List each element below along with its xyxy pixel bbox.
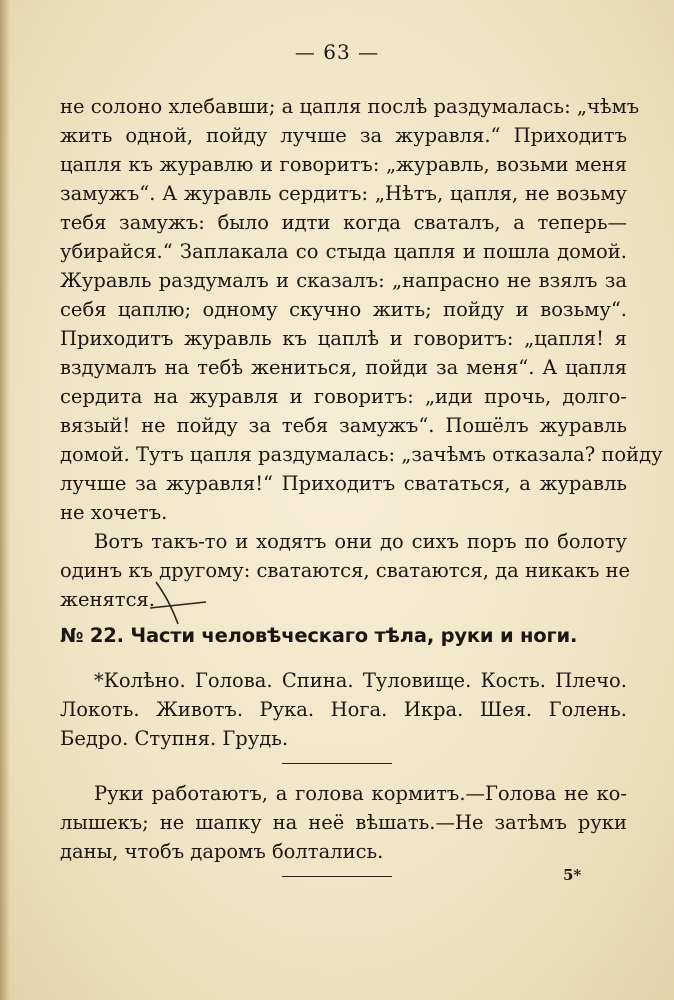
text-line: вязый! не пойду за тебя замужъ“. Пошёлъ журавль	[60, 414, 627, 437]
story-paragraph	[60, 92, 663, 527]
text-line: Вотъ такъ-то и ходятъ они до сихъ поръ по болоту	[94, 530, 627, 553]
text-line: не солоно хлебавши; а цапля послѣ раздумалась: „чѣмъ	[60, 95, 640, 118]
ending-paragraph	[60, 527, 631, 614]
divider-rule	[282, 876, 392, 877]
text-line: Приходитъ журавль къ цаплѣ и говоритъ: „цапля! я	[60, 327, 627, 350]
vocabulary-paragraph	[60, 666, 627, 753]
text-line: Руки работаютъ, а голова кормитъ.—Голова не ко-	[94, 782, 627, 805]
text-line: Локоть. Животъ. Рука. Нога. Икра. Шея. Голень.	[60, 698, 627, 721]
proverb-paragraph	[60, 779, 627, 866]
text-line: себя цаплю; одному скучно жить; пойду и возьму“.	[60, 298, 627, 321]
text-line: вздумалъ на тебѣ жениться, пойди за меня“. А цапля	[60, 356, 627, 379]
pencil-cross-mark	[148, 578, 208, 628]
text-line: *Колѣно. Голова. Спина. Туловище. Кость. Плечо.	[94, 669, 627, 692]
text-line: лышекъ; не шапку на неё вѣшать.—Не затѣмъ руки	[60, 811, 627, 834]
text-line: убирайся.“ Заплакала со стыда цапля и пошла домой.	[60, 240, 627, 263]
text-line: домой. Тутъ цапля раздумалась: „зачѣмъ отказала? пойду	[60, 443, 663, 466]
text-line: цапля къ журавлю и говоритъ: „журавль, возьми меня	[60, 153, 627, 176]
text-line: лучше за журавля!“ Приходитъ свататься, а журавль	[60, 472, 627, 495]
text-line: Журавль раздумалъ и сказалъ: „напрасно не взялъ за	[60, 269, 627, 292]
text-line: замужъ“. А журавль сердитъ: „Нѣтъ, цапля, не возьму	[60, 182, 627, 205]
text-line: даны, чтобъ даромъ болтались.	[60, 840, 384, 863]
section-heading: № 22. Части человѣческаго тѣла, руки и ноги.	[60, 624, 578, 647]
page-number: — 63 —	[294, 40, 380, 64]
text-line: жить одной, пойду лучше за журавля.“ Приходитъ	[60, 124, 627, 147]
text-line: одинъ къ другому: сватаются, сватаются, да никакъ не	[60, 559, 631, 582]
text-line: Бедро. Ступня. Грудь.	[60, 727, 289, 750]
text-line: тебя замужъ: было идти когда сваталъ, а теперь—	[60, 211, 627, 234]
page-edge-shadow	[0, 0, 10, 1000]
divider-rule	[282, 763, 392, 764]
text-line: женятся.	[60, 588, 155, 611]
signature-mark: 5*	[563, 866, 582, 884]
text-line: сердита на журавля и говоритъ: „иди прочь, долго-	[60, 385, 627, 408]
text-line: не хочетъ.	[60, 501, 168, 524]
